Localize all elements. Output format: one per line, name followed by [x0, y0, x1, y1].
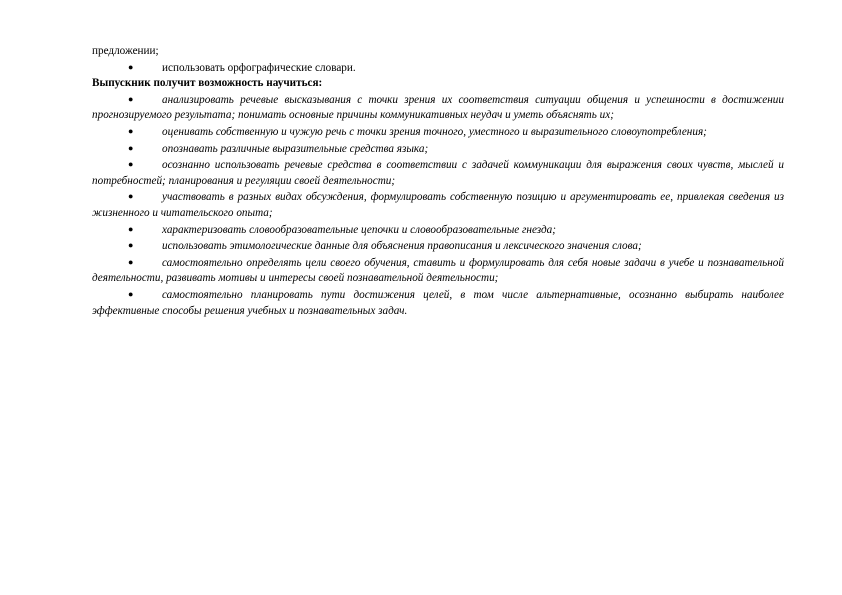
bullet-icon: ●: [128, 288, 134, 299]
list-item-text: использовать орфографические словари.: [162, 61, 356, 74]
list-item-text: анализировать речевые высказывания с точки зрения их соответствия ситуации общения и успешности в достижении прогнозируемого результата; понимать основные причины коммуникативных неудач и уметь объяснять их;: [92, 93, 784, 122]
list-item-text: самостоятельно планировать пути достижения целей, в том числе альтернативные, осознанно выбирать наиболее эффективные способы решения учебных и познавательных задач.: [92, 288, 784, 317]
list-item: [92, 189, 784, 221]
bullet-icon: ●: [128, 125, 134, 136]
list-item-text: характеризовать словообразовательные цепочки и словообразовательные гнезда;: [162, 223, 556, 236]
bullet-icon: ●: [128, 223, 134, 234]
list-item-text: самостоятельно определять цели своего обучения, ставить и формулировать для себя новые задачи в учебе и познавательной деятельности, развивать мотивы и интересы своей познавательной деятельности;: [92, 256, 784, 285]
list-item: [92, 157, 784, 189]
bullet-icon: ●: [128, 159, 134, 170]
list-item-text: опознавать различные выразительные средства языка;: [162, 142, 429, 155]
list-item: [92, 238, 784, 255]
list-item: [92, 92, 784, 124]
list-item: [92, 222, 784, 239]
list-item: [92, 141, 784, 158]
bullet-icon: ●: [128, 61, 134, 72]
list-item-text: осознанно использовать речевые средства в соответствии с задачей коммуникации для выражения своих чувств, мыслей и потребностей; планирования и регуляции своей деятельности;: [92, 159, 784, 187]
bullet-icon: ●: [128, 142, 134, 153]
list-item-text: оценивать собственную и чужую речь с точки зрения точного, уместного и выразительного словоупотребления;: [162, 125, 707, 138]
document-page: [92, 44, 784, 319]
bullet-icon: ●: [128, 93, 134, 104]
section-heading: Выпускник получит возможность научиться:: [92, 77, 323, 90]
list-item: [92, 124, 784, 141]
list-item-text: участвовать в разных видах обсуждения, формулировать собственную позицию и аргументировать ее, привлекая сведения из жизненного и читательского опыта;: [92, 191, 784, 219]
intro-line: предложении;: [92, 45, 159, 57]
bullet-icon: ●: [128, 256, 134, 267]
list-item: [92, 287, 784, 319]
list-item-orthographic-dictionaries: [92, 60, 784, 77]
bullet-icon: ●: [128, 191, 134, 202]
list-item-text: использовать этимологические данные для объяснения правописания и лексического значения слова;: [162, 240, 642, 253]
bullet-icon: ●: [128, 240, 134, 251]
list-item: [92, 255, 784, 287]
